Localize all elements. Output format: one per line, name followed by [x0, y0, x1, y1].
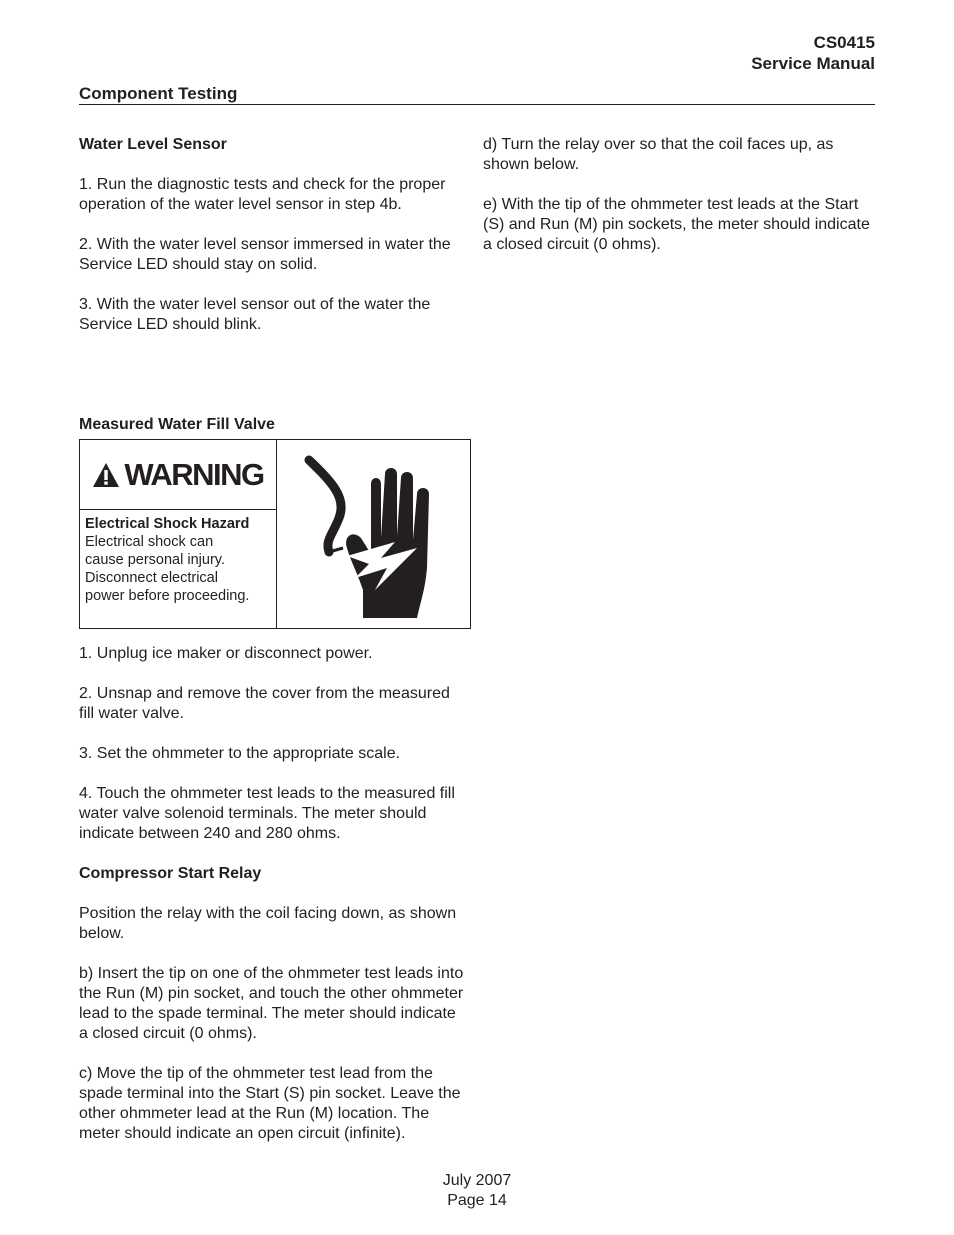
warning-header	[80, 440, 276, 510]
relay-step: Position the relay with the coil facing down, as shown below.	[79, 905, 457, 942]
water-level-section	[79, 135, 469, 355]
fill-valve-step: 2. Unsnap and remove the cover from the measured fill water valve.	[79, 685, 450, 722]
doc-code: CS0415	[813, 33, 875, 52]
fill-valve-title: Measured Water Fill Valve	[79, 416, 275, 433]
fill-valve-step: 3. Set the ohmmeter to the appropriate scale.	[79, 745, 401, 762]
warning-pictogram-panel	[277, 440, 470, 628]
relay-section-continued	[483, 135, 873, 275]
relay-step: d) Turn the relay over so that the coil faces up, as shown below.	[483, 136, 834, 173]
electrical-shock-hand-icon	[277, 440, 470, 628]
footer-date: July 2007	[442, 1172, 512, 1189]
relay-step: e) With the tip of the ohmmeter test leads at the Start (S) and Run (M) pin sockets, the meter should indicate a closed circuit (0 ohms).	[483, 196, 870, 253]
water-level-step: 2. With the water level sensor immersed in water the Service LED should stay on solid.	[79, 236, 451, 273]
hazard-line: Electrical shock can	[85, 534, 214, 550]
header-rule	[79, 104, 875, 105]
warning-triangle-icon	[92, 462, 120, 488]
fill-valve-step: 4. Touch the ohmmeter test leads to the measured fill water valve solenoid terminals. The meter should indicate between 240 and 280 ohms.	[79, 785, 455, 842]
fill-valve-step: 1. Unplug ice maker or disconnect power.	[79, 645, 373, 662]
water-level-step: 3. With the water level sensor out of the water the Service LED should blink.	[79, 296, 431, 333]
warning-word: WARNING	[124, 456, 264, 492]
warning-text-panel	[80, 440, 277, 628]
document-header	[751, 32, 875, 74]
hazard-line: power before proceeding.	[85, 588, 250, 604]
doc-type: Service Manual	[751, 54, 875, 73]
hazard-title: Electrical Shock Hazard	[85, 516, 250, 532]
water-level-step: 1. Run the diagnostic tests and check for the proper operation of the water level sensor in step 4b.	[79, 176, 446, 213]
warning-box	[79, 439, 471, 629]
fill-valve-and-relay-section	[79, 644, 469, 1164]
page-number: Page 14	[447, 1192, 507, 1209]
hazard-line: Disconnect electrical	[85, 570, 218, 586]
section-title: Component Testing	[79, 84, 238, 103]
relay-step: b) Insert the tip on one of the ohmmeter test leads into the Run (M) pin socket, and touch the other ohmmeter lead to the spade terminal. The meter should indicate a closed circuit (0 ohms).	[79, 965, 464, 1042]
water-level-title: Water Level Sensor	[79, 136, 227, 153]
relay-title: Compressor Start Relay	[79, 865, 262, 882]
hazard-line: cause personal injury.	[85, 552, 225, 568]
warning-message	[85, 515, 273, 605]
page-footer	[0, 1171, 954, 1211]
relay-step: c) Move the tip of the ohmmeter test lead from the spade terminal into the Start (S) pin socket. Leave the other ohmmeter lead at the Run (M) location. The meter should indicate an open circuit (infinite).	[79, 1065, 461, 1142]
